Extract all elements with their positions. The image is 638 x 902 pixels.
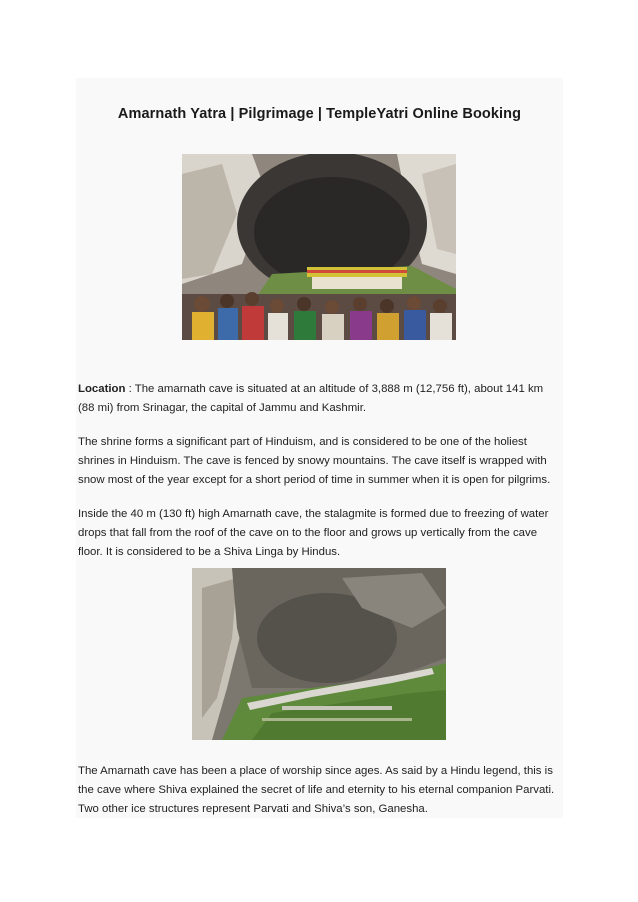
legend-paragraph: The Amarnath cave has been a place of worship since ages. As said by a Hindu legend, this is the cave where Shiva explained the secret of life and eternity to his eternal companion Parvati. Two other ice structures represent Parvati and Shiva’s son, Ganesha. xyxy=(78,765,555,815)
document-page xyxy=(76,78,563,818)
cave-overview-photo xyxy=(192,568,446,740)
shrine-paragraph: The shrine forms a significant part of Hinduism, and is considered to be one of the holiest shrines in Hinduism. The cave is fenced by snowy mountains. The cave itself is wrapped with snow most of the year except for a short period of time in summer when it is open for pilgrims. xyxy=(78,436,551,486)
location-paragraph xyxy=(78,380,562,418)
stalagmite-paragraph: Inside the 40 m (130 ft) high Amarnath cave, the stalagmite is formed due to freezing of water drops that fall from the roof of the cave on to the floor and grows up vertically from the cave floor. It is considered to be a Shiva Linga by Hindus. xyxy=(78,508,549,558)
location-text: : The amarnath cave is situated at an altitude of 3,888 m (12,756 ft), about 141 km (88 mi) from Srinagar, the capital of Jammu and Kashmir. xyxy=(78,383,544,414)
location-label: Location xyxy=(78,383,126,395)
cave-pilgrims-photo xyxy=(182,154,456,340)
document-title: Amarnath Yatra | Pilgrimage | TempleYatri Online Booking xyxy=(117,106,522,122)
